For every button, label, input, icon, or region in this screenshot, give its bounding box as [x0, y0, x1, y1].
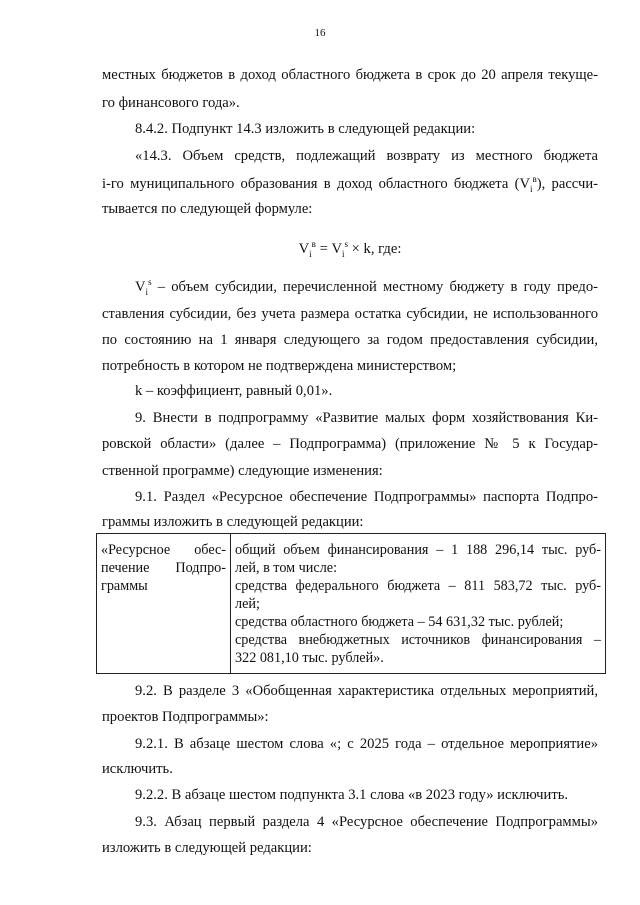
formula: $V_i^в = V_i^s \times k$, где: — [298, 239, 402, 259]
table-label-cell — [97, 534, 231, 674]
paragraph-line: ственной программе) следующие изменения: — [102, 463, 383, 479]
paragraph-line: потребность в котором не подтверждена министерством; — [102, 358, 457, 374]
paragraph-line: 9.3. Абзац первый раздела 4 «Ресурсное обеспечение Подпрограммы» — [135, 814, 598, 830]
paragraph-line: 8.4.2. Подпункт 14.3 изложить в следующей редакции: — [135, 121, 476, 137]
paragraph-line: i-го муниципального образования в доход областного бюджета $(V_i^в)$, рассчи- — [102, 174, 598, 194]
table-cell-line: печение Подпро- — [101, 560, 226, 576]
paragraph-line: 9.2.1. В абзаце шестом слова «; с 2025 года – отдельное мероприятие» — [135, 736, 598, 752]
table-cell-line: лей, в том числе: — [235, 560, 338, 576]
paragraph-line: тывается по следующей формуле: — [102, 201, 313, 217]
resource-table — [96, 533, 606, 674]
paragraph-line: ровской области» (далее – Подпрограмма) (приложение № 5 к Государ- — [102, 436, 598, 452]
table-row — [97, 534, 606, 674]
table-cell-line: граммы — [101, 578, 148, 594]
table-cell-line: общий объем финансирования – 1 188 296,14 тыс. руб- — [235, 542, 601, 558]
table-cell-line: лей; — [235, 596, 260, 612]
table-value-cell — [231, 534, 606, 674]
paragraph-line: 9.2.2. В абзаце шестом подпункта 3.1 слова «в 2023 году» исключить. — [135, 787, 569, 803]
paragraph-line: граммы изложить в следующей редакции: — [102, 514, 364, 530]
paragraph-line: изложить в следующей редакции: — [102, 840, 312, 856]
table-cell-line: средства федерального бюджета – 811 583,72 тыс. руб- — [235, 578, 601, 594]
table-cell-line: средства областного бюджета – 54 631,32 тыс. рублей; — [235, 614, 564, 630]
paragraph-line: местных бюджетов в доход областного бюджета в срок до 20 апреля текуще- — [102, 67, 598, 83]
table-cell-line: 322 081,10 тыс. рублей». — [235, 650, 384, 666]
paragraph-line: исключить. — [102, 761, 173, 777]
table-cell-line: «Ресурсное обес- — [101, 542, 226, 558]
paragraph-line: k – коэффициент, равный 0,01». — [135, 383, 333, 399]
table-cell-line: средства внебюджетных источников финансирования – — [235, 632, 601, 648]
paragraph-line: «14.3. Объем средств, подлежащий возврату из местного бюджета — [135, 148, 598, 164]
page-number: 16 — [314, 27, 326, 39]
paragraph-line: го финансового года». — [102, 95, 240, 111]
paragraph-line: ставления субсидии, без учета размера остатка субсидии, не использованного — [102, 306, 598, 322]
paragraph-line: $V_i^s$ – объем субсидии, перечисленной местному бюджету в году предо- — [135, 277, 598, 297]
paragraph-line: 9.1. Раздел «Ресурсное обеспечение Подпрограммы» паспорта Подпро- — [135, 489, 598, 505]
paragraph-line: по состоянию на 1 января следующего за годом предоставления субсидии, — [102, 332, 598, 348]
paragraph-line: 9. Внести в подпрограмму «Развитие малых форм хозяйствования Ки- — [135, 410, 598, 426]
paragraph-line: 9.2. В разделе 3 «Обобщенная характеристика отдельных мероприятий, — [135, 683, 598, 699]
paragraph-line: проектов Подпрограммы»: — [102, 709, 269, 725]
